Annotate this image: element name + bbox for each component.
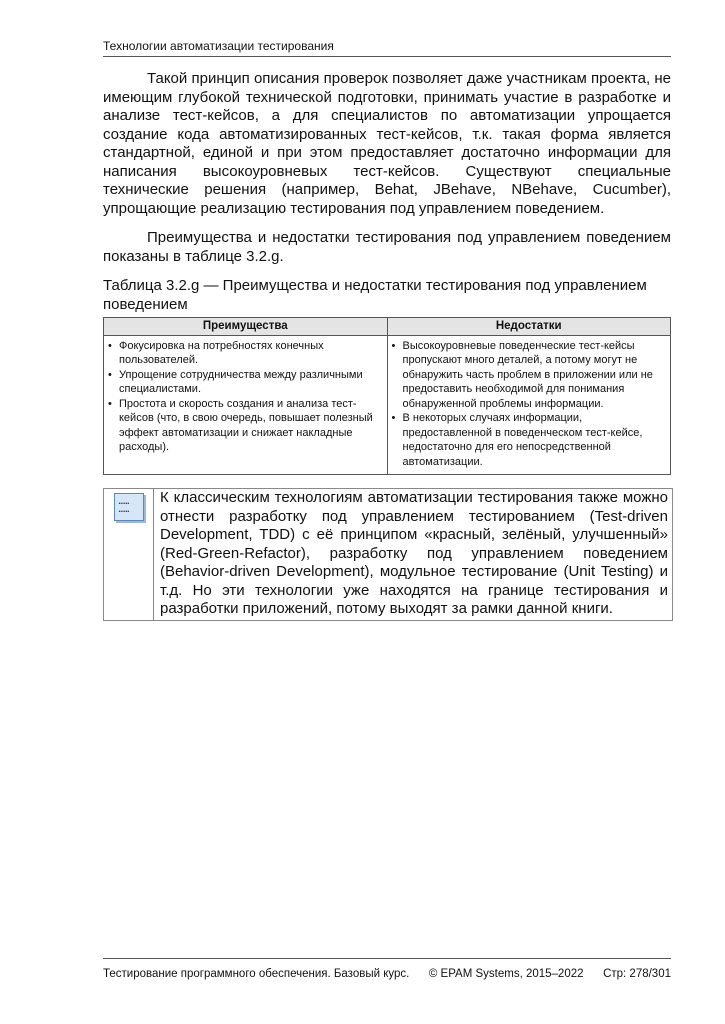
advantages-cell: [104, 335, 388, 475]
note-box: [103, 488, 673, 621]
table-header-row: [104, 318, 671, 336]
table-caption: Таблица 3.2.g — Преимущества и недостатки тестирования под управлением поведением: [103, 277, 647, 313]
list-item: • В некоторых случаях информации, предоставленной в поведенческом тест-кейсе, недостаточно для его непосредственной автоматизации.: [392, 411, 667, 469]
paragraph: Преимущества и недостатки тестирования под управлением поведением показаны в таблице 3.2.g.: [103, 229, 671, 265]
list-item: • Упрощение сотрудничества между различными специалистами.: [108, 368, 383, 397]
disadvantages-cell: [387, 335, 671, 475]
header-title: Технологии автоматизации тестирования: [103, 39, 334, 53]
advantages-list: [108, 339, 383, 455]
list-item: • Простота и скорость создания и анализа тест-кейсов (что, в свою очередь, повышает полезный эффект автоматизации и снижает накладные расходы).: [108, 397, 383, 455]
note-icon-dots: …… ……: [118, 497, 130, 515]
pros-cons-table: [103, 317, 671, 475]
note-text: К классическим технологиям автоматизации тестирования также можно отнести разработку под управлением тестированием (Test-driven Development, TDD) с её принципом «красный, зелёный, улучшенный» (Red-Green-Refactor), разработку под управлением поведением (Behavior-driven Development), модульное тестирование (Unit Testing) и т.д. Но эти технологии уже находятся на границе тестирования и разработки приложений, потому выходят за рамки данной книги.: [160, 489, 668, 617]
page-content: [103, 70, 671, 621]
paragraph: Такой принцип описания проверок позволяет даже участникам проекта, не имеющим глубокой технической подготовки, принимать участие в разработке и анализе тест-кейсов, а для специалистов по автоматизации упрощается создание кода автоматизированных тест-кейсов, т.к. такая форма является стандартной, единой и при этом предоставляет достаточно информации для написания высокоуровневых тест-кейсов. Существуют специальные технические решения (например, Behat, JBehave, NBehave, Cucumber), упрощающие реализацию тестирования под управлением поведением.: [103, 70, 671, 217]
list-item: • Фокусировка на потребностях конечных пользователей.: [108, 339, 383, 368]
disadvantages-header: Недостатки: [387, 318, 671, 336]
advantages-header: Преимущества: [104, 318, 388, 336]
footer-page-number: Стр: 278/301: [603, 968, 671, 980]
footer-copyright: © EPAM Systems, 2015–2022: [428, 968, 584, 980]
page-footer: [103, 958, 671, 980]
note-icon: [114, 493, 144, 521]
disadvantages-list: [392, 339, 667, 470]
page-header: [103, 38, 671, 57]
list-item: • Высокоуровневые поведенческие тест-кейсы пропускают много деталей, а потому могут не обнаружить часть проблем в приложении или не предоставить необходимой для понимания обнаруженной проблемы информации.: [392, 339, 667, 412]
note-icon-cell: [104, 489, 154, 620]
footer-book-title: Тестирование программного обеспечения. Базовый курс.: [103, 968, 410, 980]
table-row: [104, 335, 671, 475]
